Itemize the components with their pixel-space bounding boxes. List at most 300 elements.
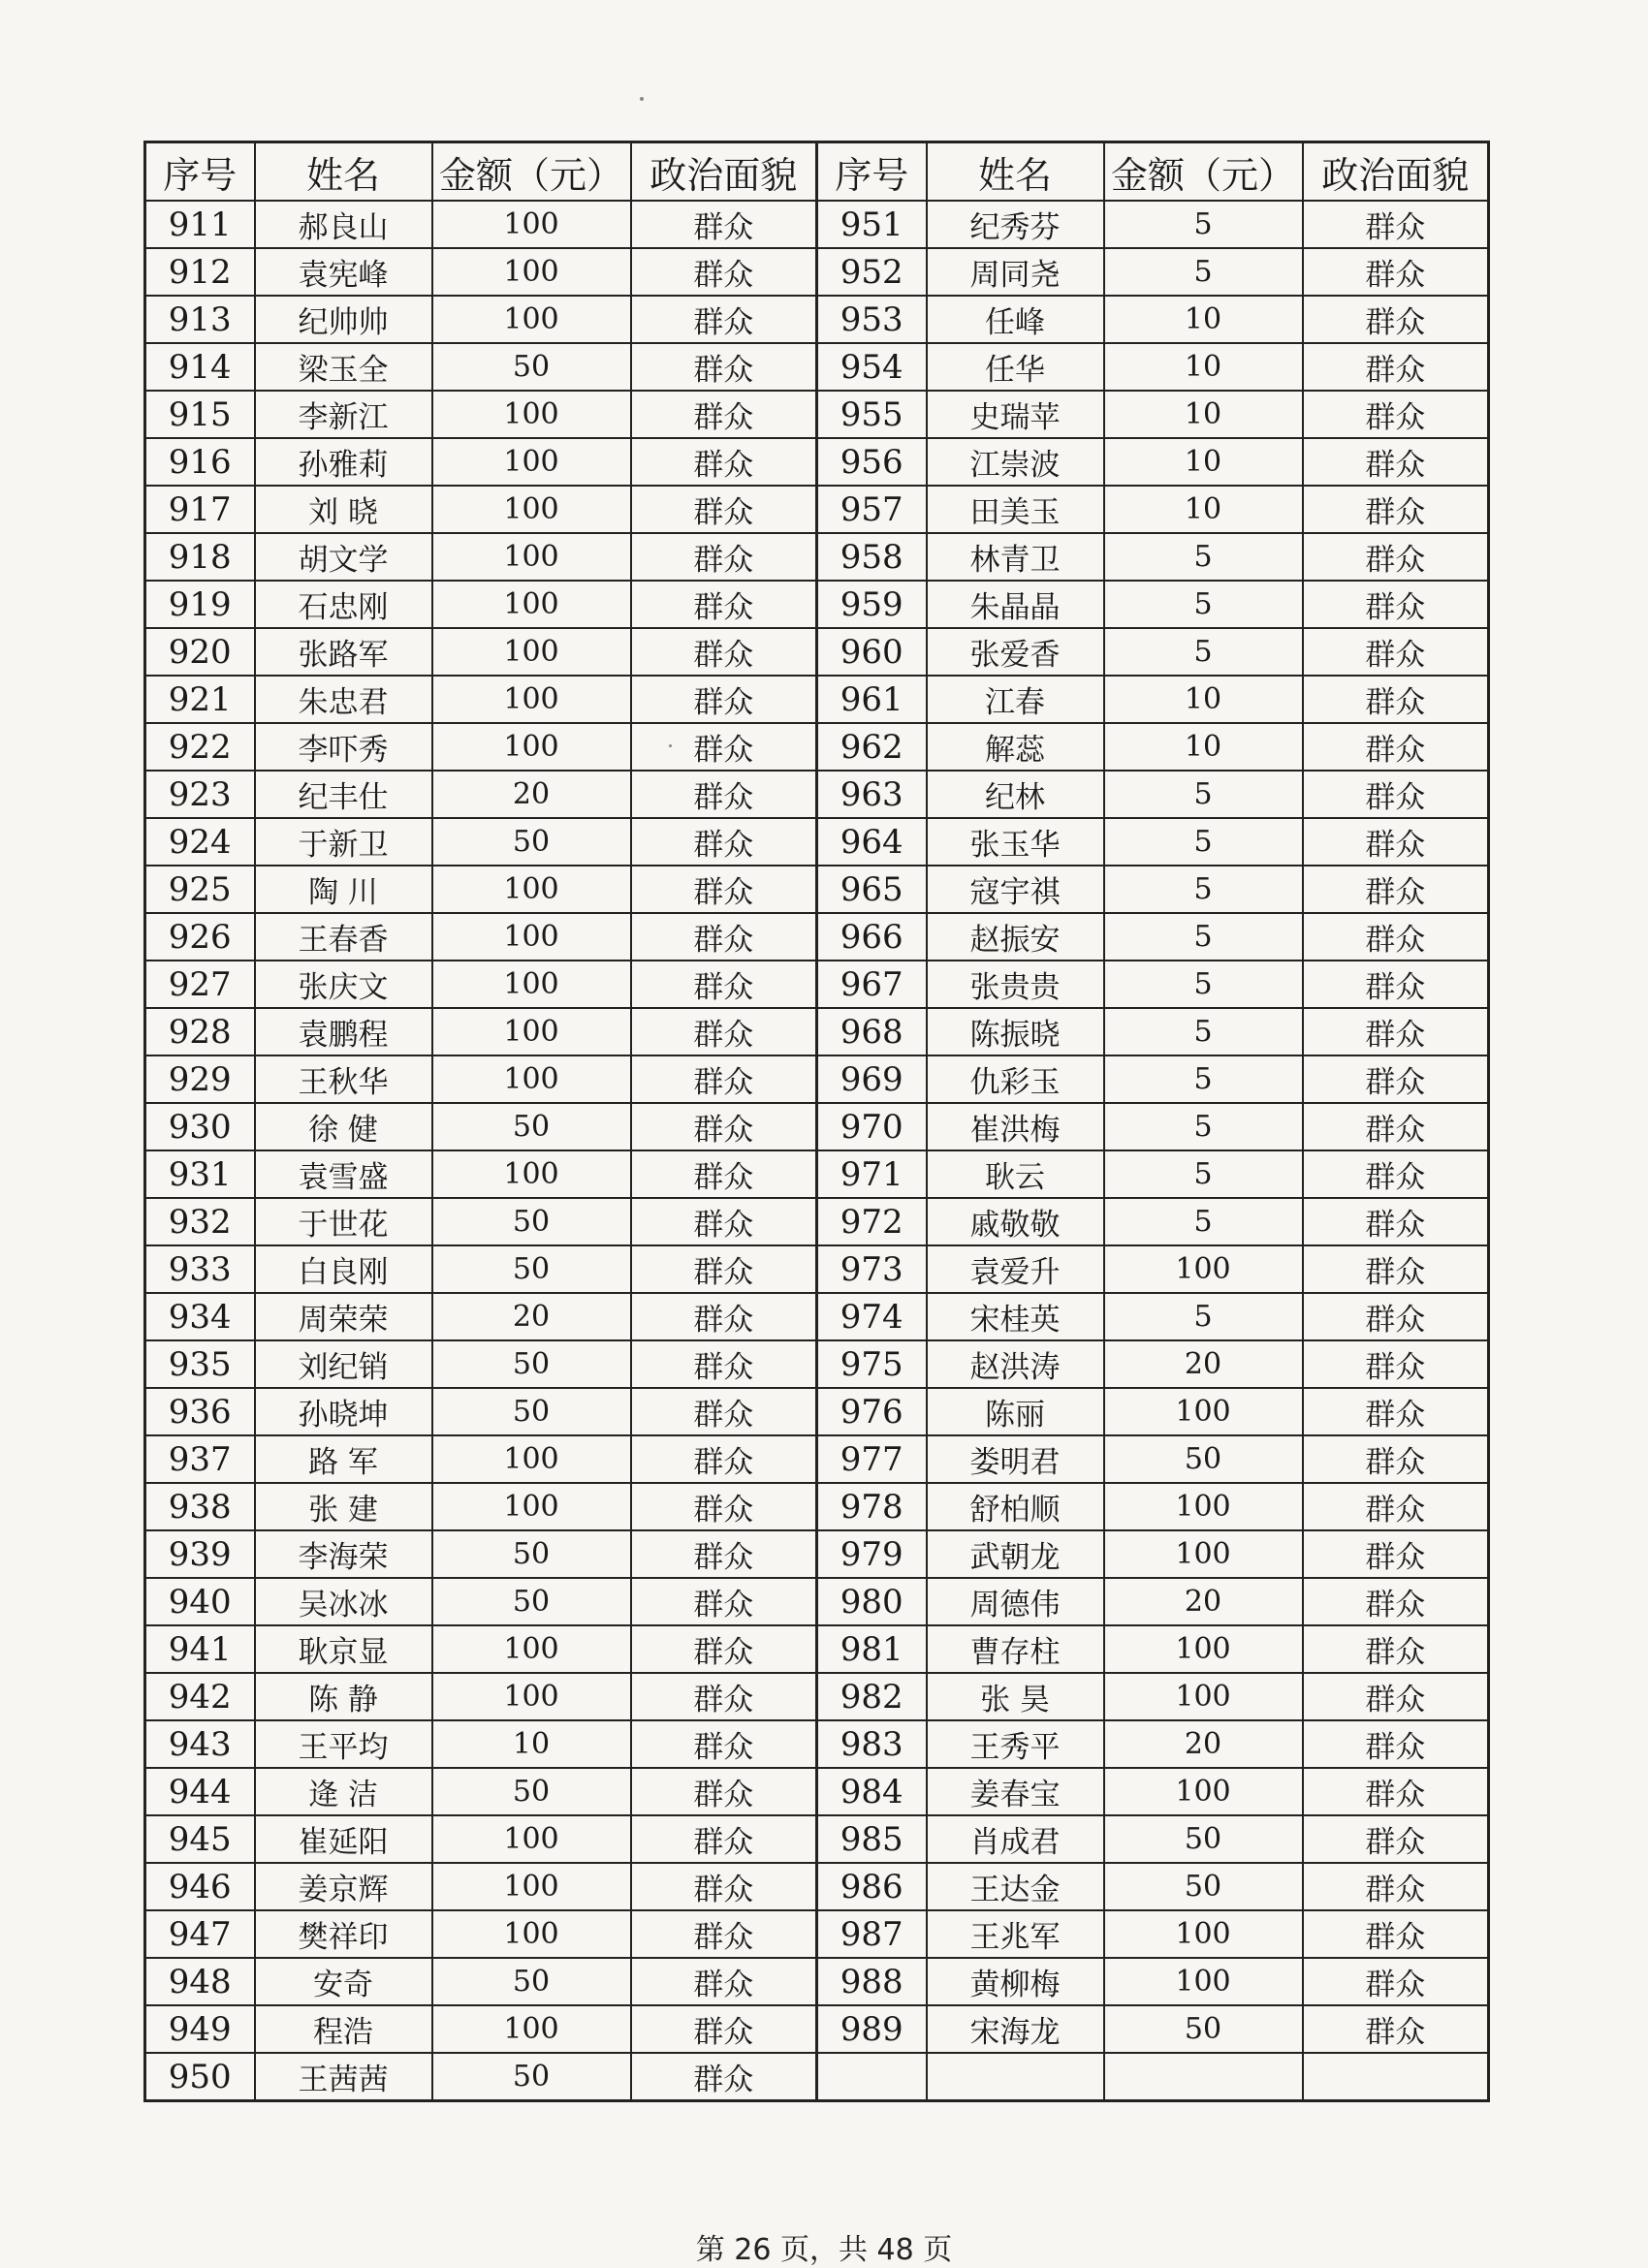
left-serial-cell: 915: [145, 391, 255, 438]
table-row: [145, 1340, 1489, 1388]
left-serial-cell: 918: [145, 533, 255, 581]
left-amount-cell: 100: [432, 723, 631, 771]
left-name-cell: 徐 健: [255, 1103, 432, 1150]
right-political-status-cell: 群众: [1303, 296, 1489, 343]
right-amount-cell: 10: [1104, 391, 1303, 438]
right-amount-cell: 100: [1104, 1245, 1303, 1293]
right-name-cell: 纪秀芬: [927, 201, 1104, 248]
right-name-cell: 王兆军: [927, 1910, 1104, 1958]
left-amount-cell: 100: [432, 201, 631, 248]
right-political-status-cell: 群众: [1303, 1530, 1489, 1578]
left-amount-cell: 100: [432, 866, 631, 913]
scan-speck: [669, 744, 672, 747]
left-amount-cell: 100: [432, 1150, 631, 1198]
left-political-status-cell: 群众: [631, 1483, 817, 1530]
right-political-status-cell: 群众: [1303, 1625, 1489, 1673]
left-serial-cell: 938: [145, 1483, 255, 1530]
left-political-status-cell: 群众: [631, 1245, 817, 1293]
table-row: [145, 533, 1489, 581]
right-serial-cell: 989: [817, 2005, 927, 2053]
left-amount-cell: 100: [432, 296, 631, 343]
right-name-cell: 曹存柱: [927, 1625, 1104, 1673]
left-name-cell: 石忠刚: [255, 581, 432, 628]
left-serial-cell: 911: [145, 201, 255, 248]
left-name-cell: 吴冰冰: [255, 1578, 432, 1625]
left-name-cell: 王茜茜: [255, 2053, 432, 2101]
table-row: [145, 1388, 1489, 1435]
left-name-cell: 纪帅帅: [255, 296, 432, 343]
left-political-status-cell: 群众: [631, 1388, 817, 1435]
scan-speck: [640, 97, 644, 101]
right-amount-cell: 5: [1104, 248, 1303, 296]
right-name-cell: 姜春宝: [927, 1768, 1104, 1815]
right-name-cell: 黄柳梅: [927, 1958, 1104, 2005]
left-name-cell: 安奇: [255, 1958, 432, 2005]
table-row: [145, 1910, 1489, 1958]
right-political-status-cell: 群众: [1303, 1435, 1489, 1483]
left-name-cell: 樊祥印: [255, 1910, 432, 1958]
right-political-status-cell: 群众: [1303, 1340, 1489, 1388]
left-political-status-cell: 群众: [631, 486, 817, 533]
table-row: [145, 2053, 1489, 2101]
right-political-status-cell: 群众: [1303, 438, 1489, 486]
right-amount-cell: 20: [1104, 1578, 1303, 1625]
right-name-cell: 张 昊: [927, 1673, 1104, 1720]
right-political-status-cell: 群众: [1303, 723, 1489, 771]
left-amount-cell: 100: [432, 961, 631, 1008]
right-serial-cell: 968: [817, 1008, 927, 1055]
table-row: [145, 201, 1489, 248]
left-name-cell: 张 建: [255, 1483, 432, 1530]
right-political-status-cell: 群众: [1303, 1578, 1489, 1625]
left-amount-cell: 100: [432, 628, 631, 676]
right-political-status-cell: 群众: [1303, 201, 1489, 248]
right-name-cell: 纪林: [927, 771, 1104, 818]
right-political-status-cell: 群众: [1303, 1863, 1489, 1910]
left-serial-cell: 937: [145, 1435, 255, 1483]
right-amount-cell: 10: [1104, 723, 1303, 771]
left-political-status-cell: 群众: [631, 296, 817, 343]
left-amount-cell: 100: [432, 1055, 631, 1103]
right-name-cell: 张玉华: [927, 818, 1104, 866]
table-row: [145, 1103, 1489, 1150]
right-serial-cell: 986: [817, 1863, 927, 1910]
table-row: [145, 1768, 1489, 1815]
right-political-status-cell: 群众: [1303, 1103, 1489, 1150]
left-name-cell: 纪丰仕: [255, 771, 432, 818]
left-political-status-cell: 群众: [631, 723, 817, 771]
table-row: [145, 961, 1489, 1008]
left-name-cell: 陶 川: [255, 866, 432, 913]
right-political-status-cell: 群众: [1303, 1910, 1489, 1958]
table-row: [145, 1530, 1489, 1578]
right-name-cell: 周同尧: [927, 248, 1104, 296]
right-name-cell: 寇宇祺: [927, 866, 1104, 913]
left-serial-cell: 930: [145, 1103, 255, 1150]
left-political-status-cell: 群众: [631, 1863, 817, 1910]
left-name-cell: 李海荣: [255, 1530, 432, 1578]
left-amount-cell: 50: [432, 1340, 631, 1388]
left-amount-cell: 50: [432, 1245, 631, 1293]
right-name-cell: 任华: [927, 343, 1104, 391]
left-name-cell: 孙晓坤: [255, 1388, 432, 1435]
table-row: [145, 343, 1489, 391]
right-amount-cell: 50: [1104, 1815, 1303, 1863]
right-serial-cell: 975: [817, 1340, 927, 1388]
left-amount-cell: 50: [432, 1388, 631, 1435]
left-amount-cell: 100: [432, 1910, 631, 1958]
right-serial-cell: 964: [817, 818, 927, 866]
right-serial-cell: 953: [817, 296, 927, 343]
right-amount-cell: 5: [1104, 533, 1303, 581]
left-name-cell: 袁宪峰: [255, 248, 432, 296]
left-political-status-cell: 群众: [631, 1055, 817, 1103]
left-amount-cell: 50: [432, 2053, 631, 2101]
table-row: [145, 1198, 1489, 1245]
right-name-cell: 周德伟: [927, 1578, 1104, 1625]
right-serial-cell: 956: [817, 438, 927, 486]
left-name-cell: 路 军: [255, 1435, 432, 1483]
left-political-status-cell: 群众: [631, 818, 817, 866]
table-row: [145, 771, 1489, 818]
right-amount-cell: 5: [1104, 961, 1303, 1008]
right-name-cell: 任峰: [927, 296, 1104, 343]
left-political-status-cell: 群众: [631, 771, 817, 818]
right-name-cell: 宋海龙: [927, 2005, 1104, 2053]
left-amount-cell: 100: [432, 1673, 631, 1720]
left-name-cell: 孙雅莉: [255, 438, 432, 486]
table-row: [145, 1625, 1489, 1673]
right-serial-cell: 967: [817, 961, 927, 1008]
table-row: [145, 1435, 1489, 1483]
right-name-cell: 陈丽: [927, 1388, 1104, 1435]
left-name-cell: 梁玉全: [255, 343, 432, 391]
left-serial-cell: 943: [145, 1720, 255, 1768]
left-amount-cell: 100: [432, 533, 631, 581]
header-serial-right: 序号: [817, 142, 927, 202]
right-political-status-cell: 群众: [1303, 1815, 1489, 1863]
right-amount-cell: 5: [1104, 866, 1303, 913]
table-row: [145, 913, 1489, 961]
left-amount-cell: 100: [432, 1625, 631, 1673]
left-political-status-cell: 群众: [631, 1340, 817, 1388]
right-serial-cell: 985: [817, 1815, 927, 1863]
left-serial-cell: 949: [145, 2005, 255, 2053]
right-amount-cell: 5: [1104, 1008, 1303, 1055]
table-row: [145, 676, 1489, 723]
right-political-status-cell: 群众: [1303, 533, 1489, 581]
left-serial-cell: 944: [145, 1768, 255, 1815]
right-name-cell: 武朝龙: [927, 1530, 1104, 1578]
right-serial-cell: 965: [817, 866, 927, 913]
right-political-status-cell: 群众: [1303, 866, 1489, 913]
left-political-status-cell: 群众: [631, 1673, 817, 1720]
left-political-status-cell: 群众: [631, 913, 817, 961]
right-name-cell: 林青卫: [927, 533, 1104, 581]
left-name-cell: 张路军: [255, 628, 432, 676]
right-name-cell: 仇彩玉: [927, 1055, 1104, 1103]
left-political-status-cell: 群众: [631, 961, 817, 1008]
left-serial-cell: 948: [145, 1958, 255, 2005]
left-serial-cell: 927: [145, 961, 255, 1008]
left-serial-cell: 923: [145, 771, 255, 818]
right-serial-cell: 958: [817, 533, 927, 581]
table-row: [145, 581, 1489, 628]
right-serial-cell: 972: [817, 1198, 927, 1245]
right-serial-cell: 983: [817, 1720, 927, 1768]
left-amount-cell: 100: [432, 913, 631, 961]
right-amount-cell: 10: [1104, 296, 1303, 343]
left-amount-cell: 50: [432, 1198, 631, 1245]
left-political-status-cell: 群众: [631, 1150, 817, 1198]
left-serial-cell: 940: [145, 1578, 255, 1625]
right-name-cell: 江崇波: [927, 438, 1104, 486]
left-serial-cell: 935: [145, 1340, 255, 1388]
right-serial-cell: 987: [817, 1910, 927, 1958]
left-political-status-cell: 群众: [631, 581, 817, 628]
table-row: [145, 1483, 1489, 1530]
left-name-cell: 郝良山: [255, 201, 432, 248]
right-amount-cell: 100: [1104, 1673, 1303, 1720]
left-serial-cell: 928: [145, 1008, 255, 1055]
right-political-status-cell: 群众: [1303, 1483, 1489, 1530]
left-amount-cell: 100: [432, 2005, 631, 2053]
left-political-status-cell: 群众: [631, 1578, 817, 1625]
right-amount-cell: 100: [1104, 1625, 1303, 1673]
left-amount-cell: 100: [432, 1435, 631, 1483]
left-amount-cell: 100: [432, 1815, 631, 1863]
table-row: [145, 1245, 1489, 1293]
right-political-status-cell: 群众: [1303, 248, 1489, 296]
left-amount-cell: 100: [432, 391, 631, 438]
left-political-status-cell: 群众: [631, 1198, 817, 1245]
table-header-row: [145, 142, 1489, 202]
table-row: [145, 1720, 1489, 1768]
right-serial-cell: 957: [817, 486, 927, 533]
left-name-cell: 于新卫: [255, 818, 432, 866]
left-serial-cell: 922: [145, 723, 255, 771]
left-serial-cell: 919: [145, 581, 255, 628]
left-serial-cell: 946: [145, 1863, 255, 1910]
right-name-cell: 田美玉: [927, 486, 1104, 533]
left-political-status-cell: 群众: [631, 628, 817, 676]
right-political-status-cell: 群众: [1303, 628, 1489, 676]
table-row: [145, 2005, 1489, 2053]
right-political-status-cell: 群众: [1303, 1198, 1489, 1245]
table-row: [145, 438, 1489, 486]
table-row: [145, 1008, 1489, 1055]
right-amount-cell: 100: [1104, 1388, 1303, 1435]
left-amount-cell: 100: [432, 486, 631, 533]
left-amount-cell: 100: [432, 581, 631, 628]
left-name-cell: 王秋华: [255, 1055, 432, 1103]
right-serial-cell: 978: [817, 1483, 927, 1530]
right-political-status-cell: 群众: [1303, 1673, 1489, 1720]
left-serial-cell: 921: [145, 676, 255, 723]
right-serial-cell: 959: [817, 581, 927, 628]
right-name-cell: 戚敬敬: [927, 1198, 1104, 1245]
left-political-status-cell: 群众: [631, 248, 817, 296]
table-row: [145, 1958, 1489, 2005]
right-political-status-cell: 群众: [1303, 771, 1489, 818]
right-name-cell: 赵振安: [927, 913, 1104, 961]
right-amount-cell: 5: [1104, 913, 1303, 961]
header-name-left: 姓名: [255, 142, 432, 202]
table-body: [145, 201, 1489, 2101]
right-name-cell: 陈振晓: [927, 1008, 1104, 1055]
right-serial-cell: 962: [817, 723, 927, 771]
right-name-cell: 耿云: [927, 1150, 1104, 1198]
left-amount-cell: 50: [432, 1958, 631, 2005]
right-serial-cell: 963: [817, 771, 927, 818]
left-name-cell: 袁雪盛: [255, 1150, 432, 1198]
left-political-status-cell: 群众: [631, 1008, 817, 1055]
right-serial-cell: 952: [817, 248, 927, 296]
right-political-status-cell: 群众: [1303, 1008, 1489, 1055]
left-amount-cell: 50: [432, 1768, 631, 1815]
right-name-cell: 解蕊: [927, 723, 1104, 771]
right-serial-cell: 984: [817, 1768, 927, 1815]
left-name-cell: 李新江: [255, 391, 432, 438]
left-amount-cell: 50: [432, 1578, 631, 1625]
left-amount-cell: 100: [432, 676, 631, 723]
right-name-cell: 张贵贵: [927, 961, 1104, 1008]
left-amount-cell: 20: [432, 771, 631, 818]
left-political-status-cell: 群众: [631, 391, 817, 438]
right-serial-cell: 982: [817, 1673, 927, 1720]
left-name-cell: 李吓秀: [255, 723, 432, 771]
table-row: [145, 248, 1489, 296]
right-amount-cell: [1104, 2053, 1303, 2101]
left-political-status-cell: 群众: [631, 1530, 817, 1578]
right-political-status-cell: 群众: [1303, 913, 1489, 961]
left-serial-cell: 933: [145, 1245, 255, 1293]
right-amount-cell: 100: [1104, 1768, 1303, 1815]
left-amount-cell: 50: [432, 1530, 631, 1578]
right-amount-cell: 5: [1104, 818, 1303, 866]
left-political-status-cell: 群众: [631, 1815, 817, 1863]
left-name-cell: 胡文学: [255, 533, 432, 581]
right-amount-cell: 10: [1104, 343, 1303, 391]
right-political-status-cell: 群众: [1303, 581, 1489, 628]
right-serial-cell: 971: [817, 1150, 927, 1198]
right-serial-cell: 955: [817, 391, 927, 438]
left-political-status-cell: 群众: [631, 1958, 817, 2005]
right-political-status-cell: 群众: [1303, 1245, 1489, 1293]
donation-roster-sheet: [143, 141, 1485, 2102]
right-amount-cell: 100: [1104, 1483, 1303, 1530]
left-political-status-cell: 群众: [631, 866, 817, 913]
table-row: [145, 1673, 1489, 1720]
right-name-cell: 史瑞苹: [927, 391, 1104, 438]
right-serial-cell: 977: [817, 1435, 927, 1483]
left-serial-cell: 942: [145, 1673, 255, 1720]
header-serial-left: 序号: [145, 142, 255, 202]
left-name-cell: 袁鹏程: [255, 1008, 432, 1055]
left-serial-cell: 925: [145, 866, 255, 913]
left-political-status-cell: 群众: [631, 343, 817, 391]
right-amount-cell: 20: [1104, 1340, 1303, 1388]
left-political-status-cell: 群众: [631, 1720, 817, 1768]
left-serial-cell: 932: [145, 1198, 255, 1245]
right-name-cell: 肖成君: [927, 1815, 1104, 1863]
left-serial-cell: 929: [145, 1055, 255, 1103]
table-row: [145, 1150, 1489, 1198]
header-name-right: 姓名: [927, 142, 1104, 202]
right-amount-cell: 5: [1104, 201, 1303, 248]
right-political-status-cell: 群众: [1303, 2005, 1489, 2053]
left-serial-cell: 913: [145, 296, 255, 343]
header-political-status-right: 政治面貌: [1303, 142, 1489, 202]
right-name-cell: 王秀平: [927, 1720, 1104, 1768]
right-serial-cell: [817, 2053, 927, 2101]
right-serial-cell: 960: [817, 628, 927, 676]
left-name-cell: 王平均: [255, 1720, 432, 1768]
left-serial-cell: 947: [145, 1910, 255, 1958]
left-serial-cell: 931: [145, 1150, 255, 1198]
right-serial-cell: 980: [817, 1578, 927, 1625]
right-amount-cell: 100: [1104, 1910, 1303, 1958]
right-serial-cell: 969: [817, 1055, 927, 1103]
left-name-cell: 刘 晓: [255, 486, 432, 533]
left-serial-cell: 941: [145, 1625, 255, 1673]
right-serial-cell: 976: [817, 1388, 927, 1435]
right-amount-cell: 100: [1104, 1530, 1303, 1578]
left-serial-cell: 926: [145, 913, 255, 961]
right-political-status-cell: 群众: [1303, 1293, 1489, 1340]
right-name-cell: 宋桂英: [927, 1293, 1104, 1340]
right-amount-cell: 10: [1104, 676, 1303, 723]
left-amount-cell: 100: [432, 1863, 631, 1910]
right-serial-cell: 974: [817, 1293, 927, 1340]
left-amount-cell: 50: [432, 818, 631, 866]
right-amount-cell: 5: [1104, 1103, 1303, 1150]
right-amount-cell: 5: [1104, 1150, 1303, 1198]
right-political-status-cell: 群众: [1303, 961, 1489, 1008]
right-amount-cell: 5: [1104, 628, 1303, 676]
table-row: [145, 818, 1489, 866]
right-political-status-cell: 群众: [1303, 1720, 1489, 1768]
right-name-cell: 舒柏顺: [927, 1483, 1104, 1530]
table-row: [145, 1055, 1489, 1103]
right-amount-cell: 50: [1104, 1863, 1303, 1910]
left-political-status-cell: 群众: [631, 676, 817, 723]
right-political-status-cell: 群众: [1303, 486, 1489, 533]
right-name-cell: 崔洪梅: [927, 1103, 1104, 1150]
right-political-status-cell: 群众: [1303, 1958, 1489, 2005]
right-amount-cell: 5: [1104, 1055, 1303, 1103]
right-political-status-cell: [1303, 2053, 1489, 2101]
left-serial-cell: 936: [145, 1388, 255, 1435]
left-name-cell: 陈 静: [255, 1673, 432, 1720]
left-political-status-cell: 群众: [631, 1768, 817, 1815]
left-serial-cell: 916: [145, 438, 255, 486]
right-serial-cell: 981: [817, 1625, 927, 1673]
left-serial-cell: 920: [145, 628, 255, 676]
left-amount-cell: 10: [432, 1720, 631, 1768]
right-political-status-cell: 群众: [1303, 1388, 1489, 1435]
right-amount-cell: 5: [1104, 1198, 1303, 1245]
right-political-status-cell: 群众: [1303, 818, 1489, 866]
left-political-status-cell: 群众: [631, 2005, 817, 2053]
left-political-status-cell: 群众: [631, 1435, 817, 1483]
left-political-status-cell: 群众: [631, 533, 817, 581]
table-row: [145, 391, 1489, 438]
header-political-status-left: 政治面貌: [631, 142, 817, 202]
right-name-cell: 赵洪涛: [927, 1340, 1104, 1388]
right-amount-cell: 5: [1104, 1293, 1303, 1340]
right-amount-cell: 100: [1104, 1958, 1303, 2005]
